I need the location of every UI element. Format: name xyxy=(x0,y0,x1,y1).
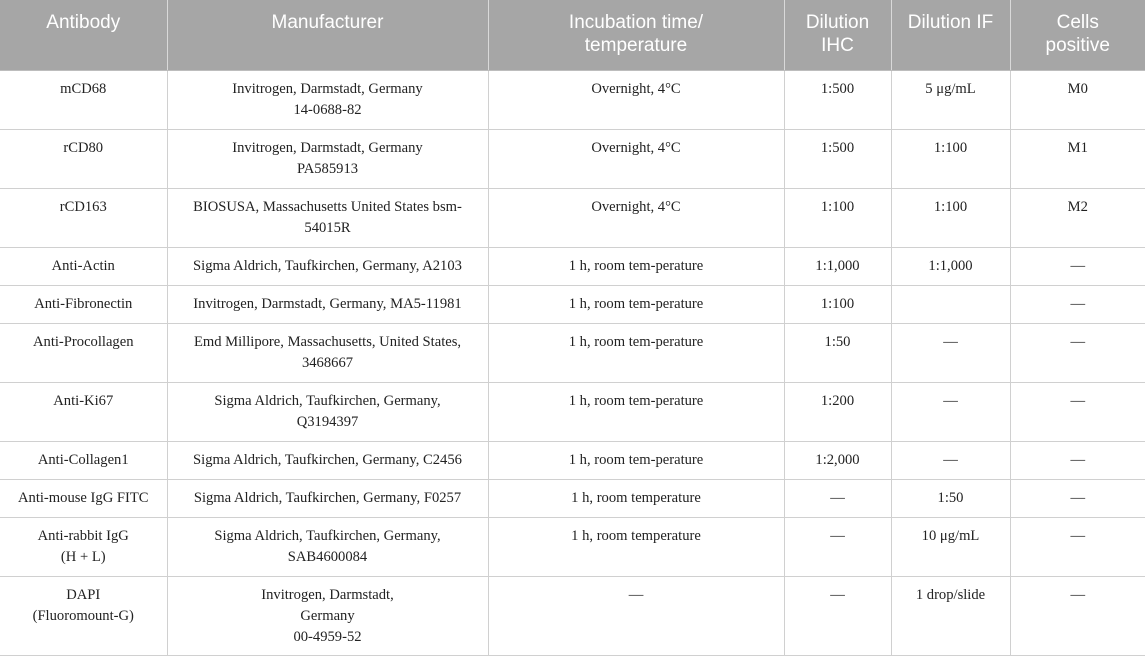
cell-incubation: 1 h, room tem-perature xyxy=(488,441,784,479)
table-header-row xyxy=(0,0,1145,70)
cell-antibody: Anti-Fibronectin xyxy=(0,285,167,323)
cell-cells-positive: — xyxy=(1010,382,1145,441)
cell-cells-positive: — xyxy=(1010,441,1145,479)
cell-antibody: mCD68 xyxy=(0,70,167,129)
cell-manufacturer: Invitrogen, Darmstadt, Germany 14-0688-82 xyxy=(167,70,488,129)
cell-dilution-if: 5 μg/mL xyxy=(891,70,1010,129)
cell-manufacturer: Sigma Aldrich, Taufkirchen, Germany, SAB4600084 xyxy=(167,517,488,576)
cell-incubation: Overnight, 4°C xyxy=(488,129,784,188)
cell-incubation: 1 h, room tem-perature xyxy=(488,247,784,285)
cell-manufacturer: Emd Millipore, Massachusetts, United States, 3468667 xyxy=(167,323,488,382)
table-row xyxy=(0,247,1145,285)
cell-incubation: 1 h, room temperature xyxy=(488,517,784,576)
cell-incubation: Overnight, 4°C xyxy=(488,70,784,129)
cell-incubation: Overnight, 4°C xyxy=(488,188,784,247)
cell-cells-positive: — xyxy=(1010,285,1145,323)
cell-dilution-ihc: — xyxy=(784,576,891,655)
cell-cells-positive: M0 xyxy=(1010,70,1145,129)
cell-dilution-if: 1:100 xyxy=(891,129,1010,188)
cell-manufacturer: Invitrogen, Darmstadt, Germany, MA5-11981 xyxy=(167,285,488,323)
cell-manufacturer: Sigma Aldrich, Taufkirchen, Germany, F0257 xyxy=(167,479,488,517)
table-row xyxy=(0,70,1145,129)
cell-dilution-ihc: 1:1,000 xyxy=(784,247,891,285)
cell-dilution-ihc: 1:100 xyxy=(784,188,891,247)
cell-dilution-if: 1:100 xyxy=(891,188,1010,247)
cell-manufacturer: Invitrogen, Darmstadt, Germany PA585913 xyxy=(167,129,488,188)
header-incubation: Incubation time/ temperature xyxy=(488,0,784,70)
header-manufacturer: Manufacturer xyxy=(167,0,488,70)
cell-dilution-ihc: 1:100 xyxy=(784,285,891,323)
cell-dilution-ihc: 1:200 xyxy=(784,382,891,441)
cell-dilution-if: — xyxy=(891,382,1010,441)
cell-dilution-if: 1:1,000 xyxy=(891,247,1010,285)
cell-antibody: rCD163 xyxy=(0,188,167,247)
header-antibody: Antibody xyxy=(0,0,167,70)
header-cells-positive: Cells positive xyxy=(1010,0,1145,70)
cell-dilution-ihc: 1:500 xyxy=(784,129,891,188)
cell-manufacturer: Sigma Aldrich, Taufkirchen, Germany, Q3194397 xyxy=(167,382,488,441)
cell-cells-positive: — xyxy=(1010,576,1145,655)
table-row xyxy=(0,517,1145,576)
cell-cells-positive: M2 xyxy=(1010,188,1145,247)
cell-incubation: 1 h, room tem-perature xyxy=(488,285,784,323)
cell-manufacturer: Sigma Aldrich, Taufkirchen, Germany, A2103 xyxy=(167,247,488,285)
cell-dilution-if: 10 μg/mL xyxy=(891,517,1010,576)
header-dilution-if: Dilution IF xyxy=(891,0,1010,70)
cell-dilution-if xyxy=(891,285,1010,323)
table-row xyxy=(0,323,1145,382)
cell-antibody: Anti-mouse IgG FITC xyxy=(0,479,167,517)
cell-cells-positive: — xyxy=(1010,323,1145,382)
cell-incubation: 1 h, room tem-perature xyxy=(488,323,784,382)
table-row xyxy=(0,441,1145,479)
cell-antibody: Anti-Ki67 xyxy=(0,382,167,441)
cell-dilution-ihc: 1:500 xyxy=(784,70,891,129)
table-row xyxy=(0,382,1145,441)
cell-manufacturer: Invitrogen, Darmstadt, Germany 00-4959-52 xyxy=(167,576,488,655)
cell-cells-positive: — xyxy=(1010,479,1145,517)
table-row xyxy=(0,479,1145,517)
table-row xyxy=(0,129,1145,188)
cell-antibody: Anti-Actin xyxy=(0,247,167,285)
table-row xyxy=(0,285,1145,323)
cell-dilution-if: 1 drop/slide xyxy=(891,576,1010,655)
cell-manufacturer: Sigma Aldrich, Taufkirchen, Germany, C2456 xyxy=(167,441,488,479)
cell-antibody: DAPI (Fluoromount-G) xyxy=(0,576,167,655)
cell-antibody: Anti-Procollagen xyxy=(0,323,167,382)
cell-dilution-ihc: — xyxy=(784,517,891,576)
cell-cells-positive: — xyxy=(1010,517,1145,576)
cell-dilution-if: — xyxy=(891,441,1010,479)
cell-dilution-if: — xyxy=(891,323,1010,382)
cell-manufacturer: BIOSUSA, Massachusetts United States bsm- 54015R xyxy=(167,188,488,247)
table-row xyxy=(0,576,1145,655)
cell-incubation: 1 h, room tem-perature xyxy=(488,382,784,441)
cell-cells-positive: M1 xyxy=(1010,129,1145,188)
cell-antibody: Anti-Collagen1 xyxy=(0,441,167,479)
cell-incubation: — xyxy=(488,576,784,655)
cell-dilution-ihc: 1:2,000 xyxy=(784,441,891,479)
cell-incubation: 1 h, room temperature xyxy=(488,479,784,517)
cell-antibody: Anti-rabbit IgG (H + L) xyxy=(0,517,167,576)
cell-dilution-ihc: 1:50 xyxy=(784,323,891,382)
cell-cells-positive: — xyxy=(1010,247,1145,285)
header-dilution-ihc: Dilution IHC xyxy=(784,0,891,70)
cell-dilution-if: 1:50 xyxy=(891,479,1010,517)
cell-antibody: rCD80 xyxy=(0,129,167,188)
table-row xyxy=(0,188,1145,247)
cell-dilution-ihc: — xyxy=(784,479,891,517)
